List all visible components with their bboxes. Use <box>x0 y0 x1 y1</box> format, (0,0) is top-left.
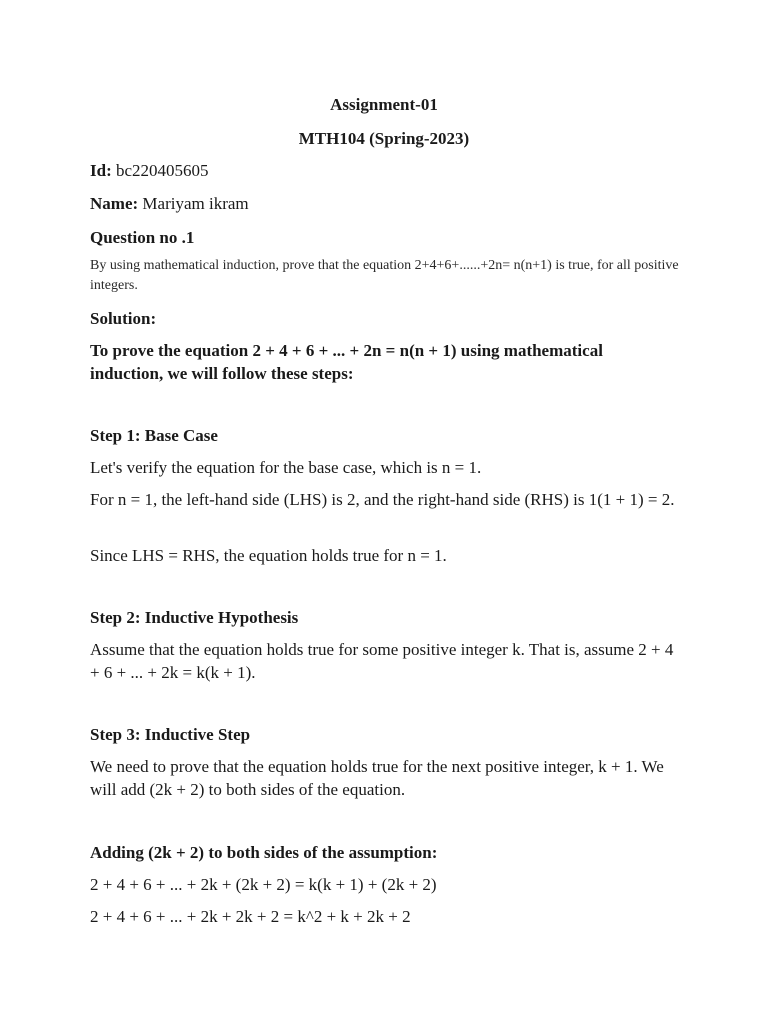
question-heading: Question no .1 <box>90 228 195 247</box>
step3-paragraph-1: We need to prove that the equation holds true for the next positive integer, k + 1. We will add (2k + 2) to both sides of the equation. <box>90 757 664 799</box>
name-label: Name: <box>90 194 139 213</box>
equation-1: 2 + 4 + 6 + ... + 2k + (2k + 2) = k(k + 1) + (2k + 2) <box>90 875 437 894</box>
student-name <box>90 192 690 215</box>
step2-heading: Step 2: Inductive Hypothesis <box>90 608 299 627</box>
solution-heading: Solution: <box>90 309 157 328</box>
step2-paragraph-1: Assume that the equation holds true for some positive integer k. That is, assume 2 + 4 + 6 + ... + 2k = k(k + 1). <box>90 640 674 682</box>
id-value: bc220405605 <box>111 161 209 180</box>
step3-heading: Step 3: Inductive Step <box>90 725 251 744</box>
step1-heading: Step 1: Base Case <box>90 426 218 445</box>
name-value: Mariyam ikram <box>138 194 249 213</box>
solution-intro: To prove the equation 2 + 4 + 6 + ... + 2n = n(n + 1) using mathematical induction, we will follow these steps: <box>90 341 603 383</box>
equation-2: 2 + 4 + 6 + ... + 2k + 2k + 2 = k^2 + k + 2k + 2 <box>90 907 411 926</box>
student-id <box>90 159 690 182</box>
step1-paragraph-3: Since LHS = RHS, the equation holds true for n = 1. <box>90 546 447 565</box>
step1-paragraph-1: Let's verify the equation for the base case, which is n = 1. <box>90 458 482 477</box>
question-text: By using mathematical induction, prove that the equation 2+4+6+......+2n= n(n+1) is true, for all positive integers. <box>90 258 679 293</box>
adding-heading: Adding (2k + 2) to both sides of the assumption: <box>90 843 438 862</box>
step1-paragraph-2: For n = 1, the left-hand side (LHS) is 2, and the right-hand side (RHS) is 1(1 + 1) = 2. <box>90 490 675 509</box>
id-label: Id: <box>90 161 112 180</box>
assignment-title: Assignment-01 <box>330 95 438 114</box>
course-title: MTH104 (Spring-2023) <box>298 129 470 148</box>
